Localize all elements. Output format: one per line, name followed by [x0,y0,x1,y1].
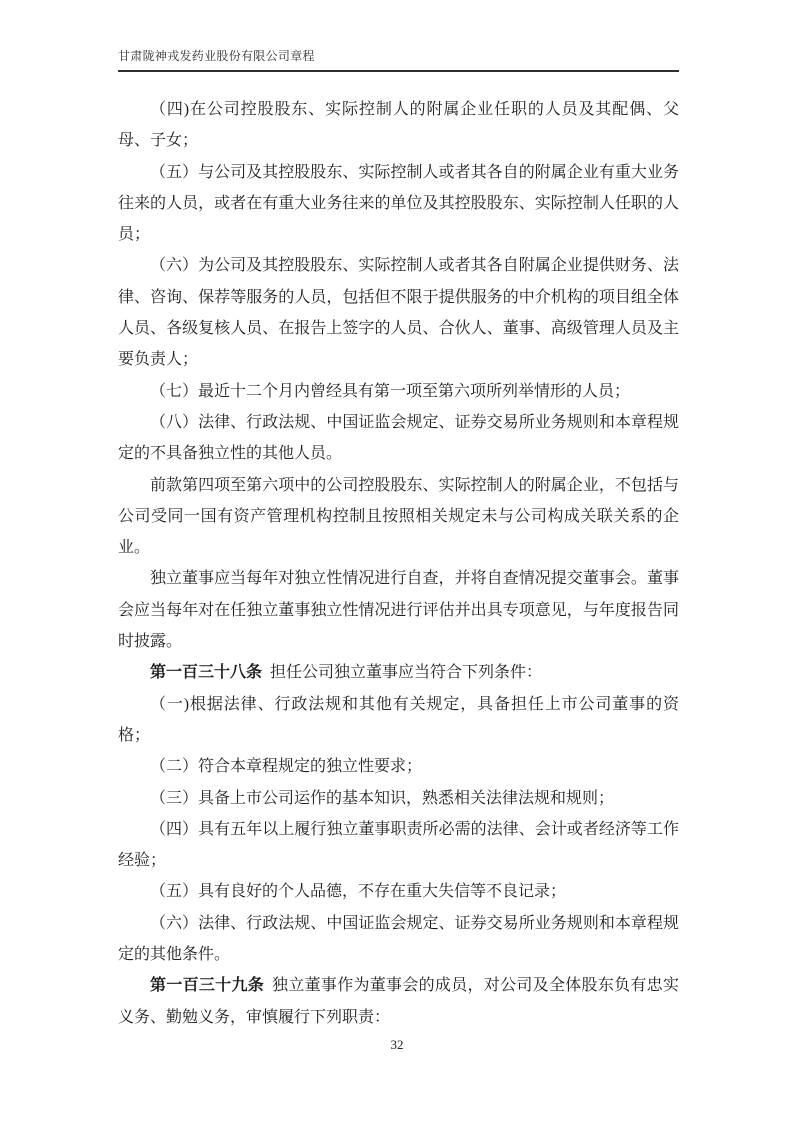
paragraph-condition-5: （五）具有良好的个人品德，不存在重大失信等不良记录； [150,883,567,901]
article-139-text: 独立董事作为董事会的成员，对公司及全体股东负有忠实义务、勤勉义务，审慎履行下列职责： [118,977,679,1026]
article-138-text: 担任公司独立董事应当符合下列条件： [270,664,543,682]
paragraph-condition-6: （六）法律、行政法规、中国证监会规定、证券交易所业务规则和本章程规定的其他条件。 [118,914,679,964]
paragraph-affiliates-note: 前款第四项至第六项中的公司控股股东、实际控制人的附属企业，不包括与公司受同一国有资产管理机构控制且按照相关规定未与公司构成关联关系的企业。 [118,476,679,557]
paragraph-item-7: （七）最近十二个月内曾经具有第一项至第六项所列举情形的人员； [150,382,631,400]
paragraph-item-4: （四)在公司控股股东、实际控制人的附属企业任职的人员及其配偶、父母、子女； [118,101,679,150]
page-header [118,47,679,72]
paragraph-condition-2: （二）符合本章程规定的独立性要求； [150,758,423,776]
page-number: 32 [390,1037,404,1052]
paragraph-item-6: （六）为公司及其控股股东、实际控制人或者其各自附属企业提供财务、法律、咨询、保荐等服务的人员，包括但不限于提供服务的中介机构的项目组全体人员、各级复核人员、在报告上签字的人员、合伙人、董事、高级管理人员及主要负责人； [118,257,679,369]
paragraph-condition-1: （一)根据法律、行政法规和其他有关规定，具备担任上市公司董事的资格； [118,695,679,744]
paragraph-condition-4: （四）具有五年以上履行独立董事职责所必需的法律、会计或者经济等工作经验； [118,820,679,870]
paragraph-item-8: （八）法律、行政法规、中国证监会规定、证券交易所业务规则和本章程规定的不具备独立性的其他人员。 [118,413,679,463]
paragraph-condition-3: （三）具备上市公司运作的基本知识，熟悉相关法律法规和规则； [150,789,615,807]
paragraph-article-139 [118,970,679,1033]
document-body [118,94,679,1033]
article-138-number: 第一百三十八条 [150,664,263,682]
paragraph-independence-review: 独立董事应当每年对独立性情况进行自查，并将自查情况提交董事会。董事会应当每年对在任独立董事独立性情况进行评估并出具专项意见，与年度报告同时披露。 [118,570,679,651]
header-title: 甘肃陇神戎发药业股份有限公司章程 [118,49,315,63]
paragraph-article-138 [118,657,679,688]
paragraph-item-5: （五）与公司及其控股股东、实际控制人或者其各自的附属企业有重大业务往来的人员，或者在有重大业务往来的单位及其控股股东、实际控制人任职的人员； [118,163,679,244]
page-footer [0,1037,794,1053]
article-139-number: 第一百三十九条 [150,977,265,995]
